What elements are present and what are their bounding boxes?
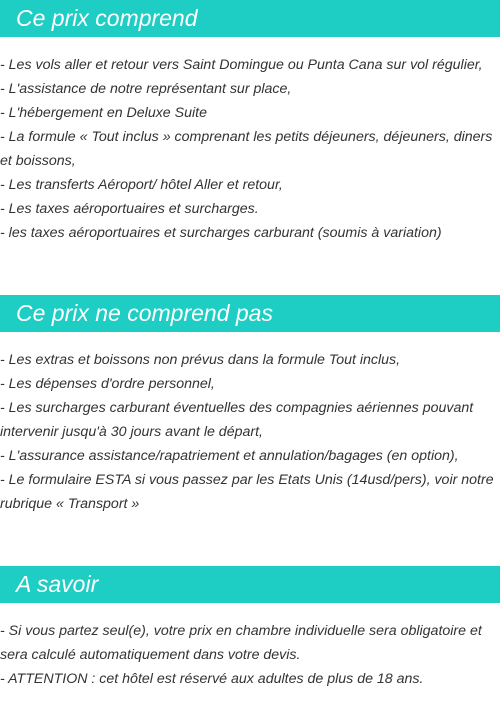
list-item: - Les vols aller et retour vers Saint Domingue ou Punta Cana sur vol régulier, xyxy=(0,57,483,73)
excluded-heading: Ce prix ne comprend pas xyxy=(0,295,500,332)
list-item: - Les transferts Aéroport/ hôtel Aller et retour, xyxy=(0,177,283,193)
list-item: - Si vous partez seul(e), votre prix en chambre individuelle sera obligatoire et sera calculé automatiquement dans votre devis. xyxy=(0,623,482,663)
excluded-section xyxy=(0,295,500,516)
list-item: - L'assurance assistance/rapatriement et annulation/bagages (en option), xyxy=(0,448,459,464)
list-item: - La formule « Tout inclus » comprenant les petits déjeuners, déjeuners, diners et boissons, xyxy=(0,129,493,169)
list-item: - Les taxes aéroportuaires et surcharges. xyxy=(0,201,259,217)
info-list xyxy=(0,619,500,691)
info-heading: A savoir xyxy=(0,566,500,603)
list-item: - les taxes aéroportuaires et surcharges carburant (soumis à variation) xyxy=(0,225,442,241)
list-item: - Le formulaire ESTA si vous passez par les Etats Unis (14usd/pers), voir notre rubrique « Transport » xyxy=(0,472,494,512)
included-heading: Ce prix comprend xyxy=(0,0,500,37)
list-item: - Les surcharges carburant éventuelles des compagnies aériennes pouvant intervenir jusqu'à 30 jours avant le départ, xyxy=(0,400,474,440)
list-item: - Les extras et boissons non prévus dans la formule Tout inclus, xyxy=(0,352,401,368)
included-list xyxy=(0,53,500,245)
list-item: - L'hébergement en Deluxe Suite xyxy=(0,105,207,121)
info-section xyxy=(0,566,500,691)
list-item: - ATTENTION : cet hôtel est réservé aux adultes de plus de 18 ans. xyxy=(0,671,424,687)
list-item: - L'assistance de notre représentant sur place, xyxy=(0,81,292,97)
list-item: - Les dépenses d'ordre personnel, xyxy=(0,376,215,392)
included-section xyxy=(0,0,500,245)
excluded-list xyxy=(0,348,500,516)
